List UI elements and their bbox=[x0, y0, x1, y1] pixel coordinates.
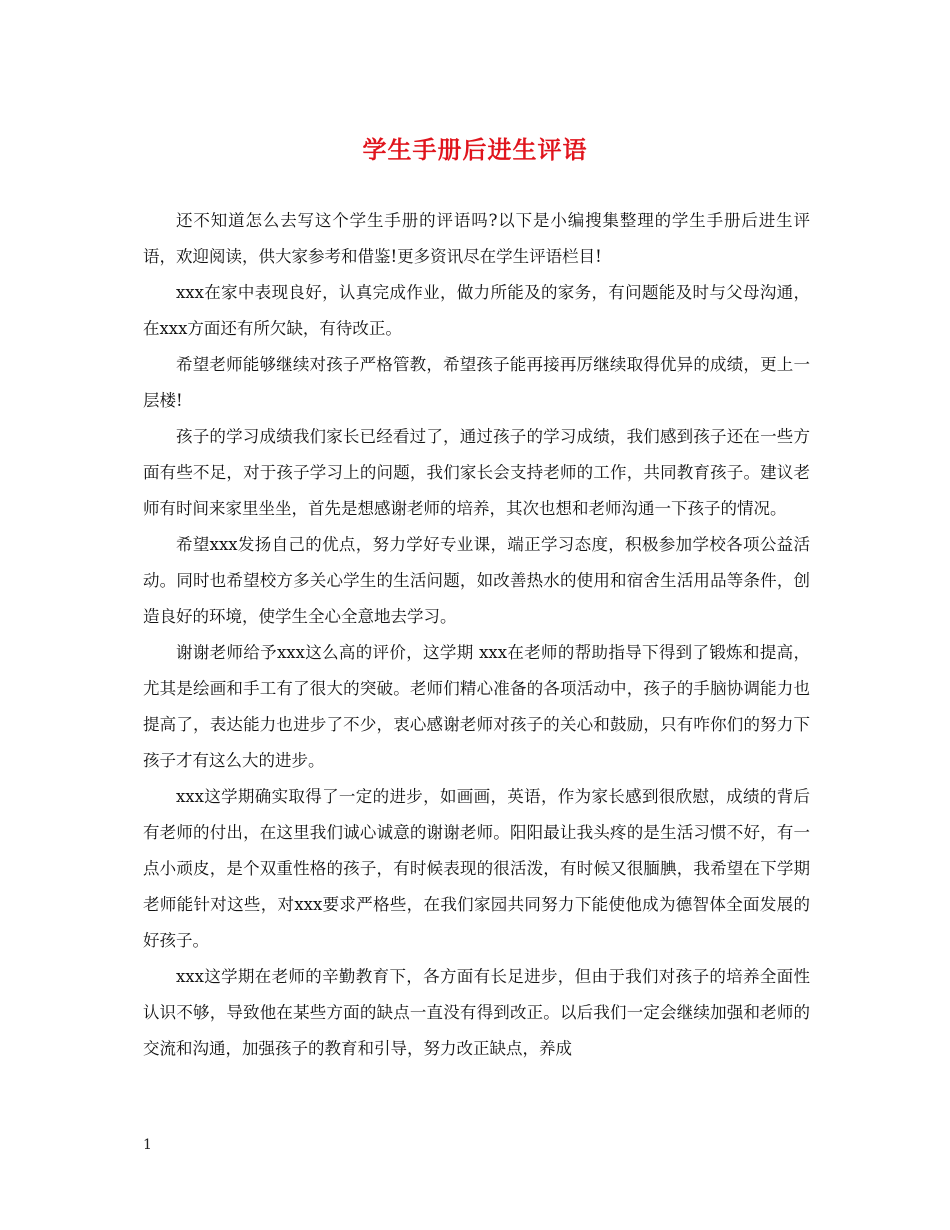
paragraph-intro: 还不知道怎么去写这个学生手册的评语吗?以下是小编搜集整理的学生手册后进生评语，欢迎阅读，供大家参考和借鉴!更多资讯尽在学生评语栏目! bbox=[143, 211, 810, 266]
paragraph-comment: xxx在家中表现良好，认真完成作业，做力所能及的家务，有问题能及时与父母沟通，在xxx方面还有所欠缺，有待改正。 bbox=[143, 283, 810, 338]
paragraph-comment: 希望xxx发扬自己的优点，努力学好专业课，端正学习态度，积极参加学校各项公益活动。同时也希望校方多关心学生的生活问题，如改善热水的使用和宿舍生活用品等条件，创造良好的环境，使学生全心全意地去学习。 bbox=[143, 535, 810, 626]
paragraph-comment: 希望老师能够继续对孩子严格管教，希望孩子能再接再厉继续取得优异的成绩，更上一层楼! bbox=[143, 355, 810, 410]
paragraph-comment: xxx这学期确实取得了一定的进步，如画画，英语，作为家长感到很欣慰，成绩的背后有老师的付出，在这里我们诚心诚意的谢谢老师。阳阳最让我头疼的是生活习惯不好，有一点小顽皮，是个双重性格的孩子，有时候表现的很活泼，有时候又很腼腆，我希望在下学期老师能针对这些，对xxx要求严格些，在我们家园共同努力下能使他成为德智体全面发展的好孩子。 bbox=[143, 787, 810, 950]
paragraph-comment: xxx这学期在老师的辛勤教育下，各方面有长足进步，但由于我们对孩子的培养全面性认识不够，导致他在某些方面的缺点一直没有得到改正。以后我们一定会继续加强和老师的交流和沟通，加强孩子的教育和引导，努力改正缺点，养成 bbox=[143, 967, 810, 1058]
paragraph-comment: 谢谢老师给予xxx这么高的评价，这学期 xxx在老师的帮助指导下得到了锻炼和提高，尤其是绘画和手工有了很大的突破。老师们精心准备的各项活动中，孩子的手脑协调能力也提高了，表达能力也进步了不少，衷心感谢老师对孩子的关心和鼓励，只有咋你们的努力下孩子才有这么大的进步。 bbox=[143, 643, 810, 770]
paragraph-comment: 孩子的学习成绩我们家长已经看过了，通过孩子的学习成绩，我们感到孩子还在一些方面有些不足，对于孩子学习上的问题，我们家长会支持老师的工作，共同教育孩子。建议老师有时间来家里坐坐，首先是想感谢老师的培养，其次也想和老师沟通一下孩子的情况。 bbox=[143, 427, 810, 518]
page-number: 1 bbox=[143, 1137, 152, 1153]
document-title: 学生手册后进生评语 bbox=[362, 135, 588, 164]
document-body bbox=[143, 203, 810, 1067]
